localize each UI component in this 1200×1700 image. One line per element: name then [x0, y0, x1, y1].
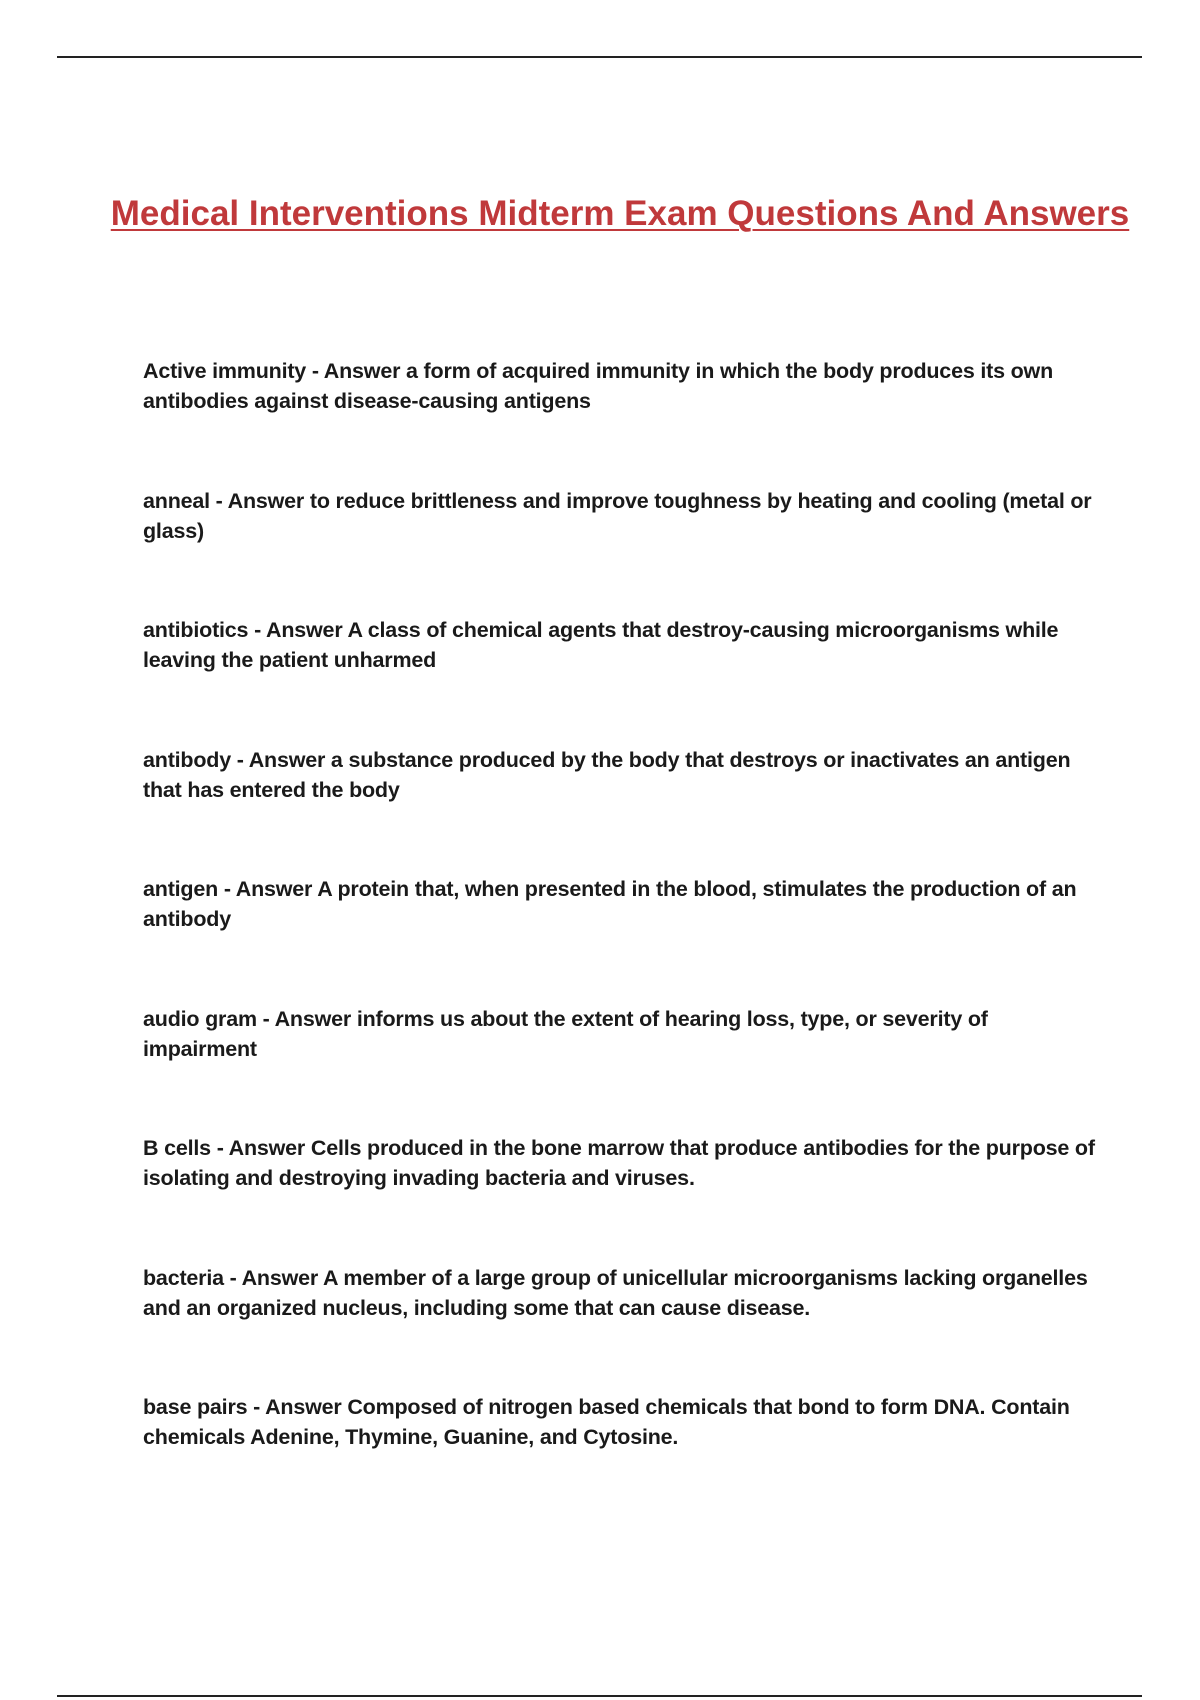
qa-entry: B cells - Answer Cells produced in the bone marrow that produce antibodies for the purpose of isolating and destroying invading bacteria and viruses.: [143, 1136, 1095, 1190]
qa-entry: base pairs - Answer Composed of nitrogen based chemicals that bond to form DNA. Contain chemicals Adenine, Thymine, Guanine, and Cytosine.: [143, 1395, 1070, 1449]
page-title: Medical Interventions Midterm Exam Questions And Answers: [110, 194, 1130, 233]
qa-entry: Active immunity - Answer a form of acquired immunity in which the body produces its own antibodies against disease-causing antigens: [143, 359, 1054, 413]
qa-list: [143, 356, 1103, 1522]
qa-entry: antigen - Answer A protein that, when presented in the blood, stimulates the production of an antibody: [143, 877, 1077, 931]
qa-entry: anneal - Answer to reduce brittleness and improve toughness by heating and cooling (metal or glass): [143, 488, 1092, 543]
qa-entry: bacteria - Answer A member of a large group of unicellular microorganisms lacking organelles and an organized nucleus, including some that can cause disease.: [143, 1265, 1088, 1320]
qa-entry: audio gram - Answer informs us about the extent of hearing loss, type, or severity of impairment: [143, 1006, 988, 1061]
qa-entry: antibody - Answer a substance produced by the body that destroys or inactivates an antigen that has entered the body: [143, 747, 1071, 802]
header-rule: [57, 56, 1142, 58]
footer-rule: [57, 1695, 1142, 1697]
qa-entry: antibiotics - Answer A class of chemical agents that destroy-causing microorganisms while leaving the patient unharmed: [143, 618, 1059, 672]
